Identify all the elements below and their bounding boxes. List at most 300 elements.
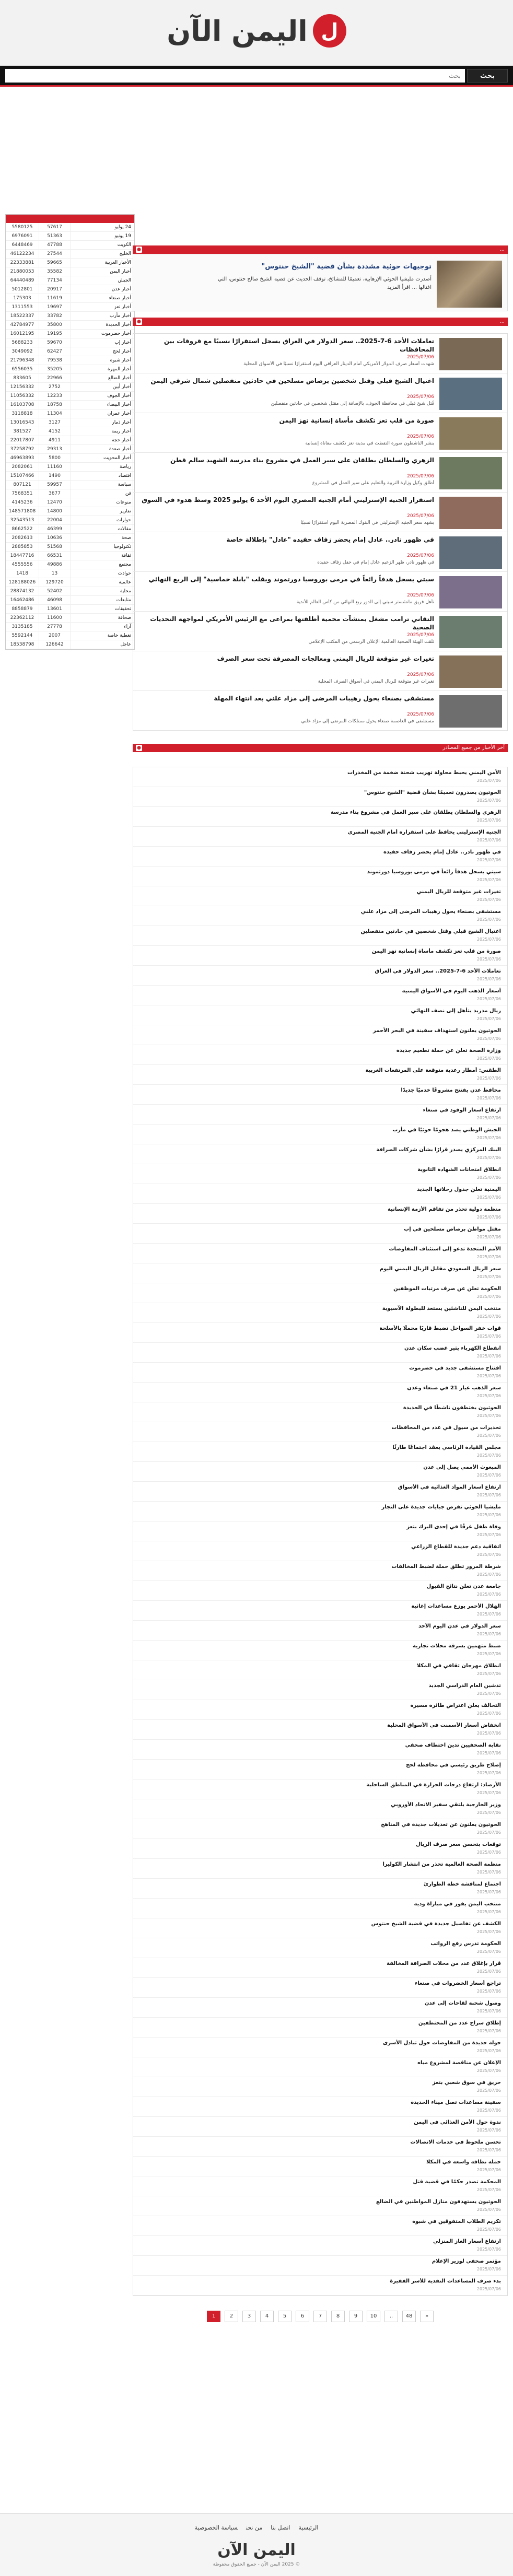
- latest-item[interactable]: [133, 1442, 507, 1462]
- rate-total: 2082613: [6, 534, 39, 542]
- rate-name: الخليج: [119, 251, 131, 256]
- latest-title[interactable]: الطقس: أمطار رعدية متوقعة على المرتفعات الغربية: [365, 1068, 501, 1073]
- rate-row: [6, 516, 134, 525]
- latest-title[interactable]: الحوثيون يختطفون ناشطًا في الحديدة: [403, 1405, 501, 1411]
- latest-item[interactable]: [133, 1045, 507, 1065]
- rate-value: 29313: [39, 445, 71, 453]
- latest-item[interactable]: [133, 1581, 507, 1601]
- latest-title[interactable]: الجيش الوطني يصد هجومًا حوثيًا في مأرب: [392, 1127, 501, 1133]
- news-date: 2025/07/06: [407, 672, 434, 677]
- latest-item[interactable]: [133, 1799, 507, 1819]
- latest-date: 2025/07/06: [476, 1989, 501, 1994]
- latest-item[interactable]: [133, 1303, 507, 1323]
- latest-item[interactable]: [133, 1819, 507, 1839]
- latest-date: 2025/07/06: [476, 1076, 501, 1081]
- news-date: 2025/07/06: [407, 712, 434, 717]
- latest-title[interactable]: اتفاقية دعم جديدة للقطاع الزراعي: [411, 1544, 501, 1550]
- news-item[interactable]: [133, 691, 507, 731]
- rate-total: 5012801: [6, 285, 39, 294]
- rate-value: 49886: [39, 560, 71, 569]
- news-title[interactable]: في ظهور نادر.. عادل إمام يحضر زفاف حفيده "عادل" بإطلالة خاصة: [226, 536, 434, 543]
- page-button[interactable]: 3: [242, 2311, 256, 2322]
- latest-title[interactable]: وفاة طفل غرقًا في إحدى البرك بتعز: [406, 1524, 501, 1530]
- latest-date: 2025/07/06: [476, 1929, 501, 1934]
- page-button[interactable]: 5: [278, 2311, 292, 2322]
- rate-name: أخبار لحج: [112, 349, 131, 354]
- rate-row: [6, 569, 134, 578]
- rate-name: تغطية خاصة: [107, 633, 131, 638]
- news-date: 2025/07/06: [407, 513, 434, 519]
- news-thumbnail[interactable]: [439, 417, 502, 450]
- latest-item[interactable]: [133, 1224, 507, 1244]
- news-desc: يشهد سعر الجنيه الإسترليني في البنوك المصرية اليوم استقرارًا نسبيًا: [300, 520, 434, 525]
- latest-date: 2025/07/06: [476, 1453, 501, 1458]
- latest-title[interactable]: قرار بإغلاق عدد من محلات الصرافة المخالفة: [387, 1961, 501, 1966]
- latest-title[interactable]: اغتيال الشيخ قبلي وقتل شخصين في حادثين منفصلين: [360, 929, 501, 934]
- page-button[interactable]: 10: [367, 2311, 380, 2322]
- latest-title[interactable]: انقطاع الكهرباء يثير غضب سكان عدن: [404, 1345, 501, 1351]
- latest-item[interactable]: [133, 2276, 507, 2296]
- latest-item[interactable]: [133, 966, 507, 986]
- latest-item[interactable]: [133, 867, 507, 886]
- latest-section-label: آخر الأخبار من جميع المصادر: [442, 745, 505, 751]
- latest-title[interactable]: المحكمة تصدر حكمًا في قضية قتل: [413, 2179, 501, 2185]
- latest-title[interactable]: الزهري والسلطان يطلقان على سير العمل في مشروع بناء مدرسة: [330, 810, 501, 815]
- latest-item[interactable]: [133, 946, 507, 966]
- latest-list: [133, 767, 508, 2296]
- latest-item[interactable]: [133, 1561, 507, 1581]
- latest-item[interactable]: [133, 2236, 507, 2256]
- latest-date: 2025/07/06: [476, 1612, 501, 1617]
- latest-item[interactable]: [133, 1998, 507, 2018]
- latest-item[interactable]: [133, 1641, 507, 1660]
- latest-item[interactable]: [133, 1184, 507, 1204]
- rate-total: 16103708: [6, 401, 39, 409]
- latest-item[interactable]: [133, 807, 507, 827]
- latest-date: 2025/07/06: [476, 1195, 501, 1200]
- latest-item[interactable]: [133, 1601, 507, 1621]
- page-button[interactable]: 4: [260, 2311, 274, 2322]
- footer-link[interactable]: من نحن: [246, 2524, 263, 2531]
- latest-title[interactable]: منظمة الصحة العالمية تحذر من انتشار الكوليرا: [382, 1861, 501, 1867]
- latest-title[interactable]: وزارة الصحة تعلن عن حملة تطعيم جديدة: [396, 1048, 501, 1053]
- latest-title[interactable]: حريق في سوق شعبي بتعز: [432, 2080, 501, 2086]
- latest-title[interactable]: ضبط متهمين بسرقة محلات تجارية: [412, 1643, 501, 1649]
- latest-item[interactable]: [133, 1779, 507, 1799]
- latest-title[interactable]: قوات خفر السواحل تضبط قاربًا محملًا بالأسلحة: [379, 1326, 501, 1331]
- latest-item[interactable]: [133, 1521, 507, 1541]
- latest-title[interactable]: الحوثيون يعلنون عن تعديلات جديدة في المناهج: [381, 1822, 501, 1828]
- latest-title[interactable]: انطلاق امتحانات الشهادة الثانوية: [417, 1167, 501, 1173]
- search-bar: [0, 66, 513, 87]
- latest-item[interactable]: [133, 1363, 507, 1383]
- news-desc: أطلق وكيل وزارة التربية والتعليم على سير العمل في المشروع: [312, 481, 434, 486]
- rate-value: 52402: [39, 587, 71, 595]
- latest-item[interactable]: [133, 1085, 507, 1105]
- rate-total: 3049092: [6, 347, 39, 356]
- latest-title[interactable]: اجتماع لمناقشة خطة الطوارئ: [423, 1881, 501, 1887]
- news-thumbnail[interactable]: [439, 457, 502, 489]
- latest-title[interactable]: مستشفى بصنعاء يحول رهيبات المرضى إلى مزاد علني: [360, 909, 501, 915]
- latest-title[interactable]: تحسن ملحوظ في خدمات الاتصالات: [410, 2139, 501, 2145]
- page-button[interactable]: ..: [384, 2311, 398, 2322]
- latest-item[interactable]: [133, 1144, 507, 1164]
- news-date: 2025/07/06: [407, 553, 434, 558]
- latest-title[interactable]: انطلاق مهرجان ثقافي في المكلا: [416, 1663, 501, 1669]
- latest-title[interactable]: تدشين العام الدراسي الجديد: [428, 1683, 501, 1689]
- latest-title[interactable]: ارتفاع أسعار الوقود في صنعاء: [423, 1107, 501, 1113]
- latest-title[interactable]: الأمن اليمني يحبط محاولة تهريب شحنة ضخمة من المخدرات: [347, 770, 501, 776]
- latest-item[interactable]: [133, 2176, 507, 2196]
- latest-title[interactable]: الأرصاد: ارتفاع درجات الحرارة في المناطق الساحلية: [366, 1782, 501, 1788]
- latest-date: 2025/07/06: [476, 818, 501, 823]
- latest-item[interactable]: [133, 1839, 507, 1859]
- rate-total: 22017807: [6, 436, 39, 444]
- news-title[interactable]: استقرار الجنيه الإسترليني أمام الجنيه المصري اليوم الأحد 6 يوليو 2025 وسط هدوء في السوق: [142, 496, 434, 504]
- latest-title[interactable]: سعر الريال السعودي مقابل الريال اليمني اليوم: [379, 1266, 501, 1272]
- latest-item[interactable]: [133, 2256, 507, 2276]
- latest-item[interactable]: [133, 1164, 507, 1184]
- latest-title[interactable]: تراجع أسعار الخضروات في صنعاء: [415, 1981, 501, 1986]
- latest-date: 2025/07/06: [476, 2187, 501, 2192]
- latest-item[interactable]: [133, 2117, 507, 2137]
- footer-link[interactable]: سياسة الخصوصية: [194, 2524, 238, 2531]
- latest-title[interactable]: منتخب اليمن يفوز في مباراة ودية: [414, 1901, 501, 1907]
- latest-item[interactable]: [133, 906, 507, 926]
- news-item[interactable]: [133, 532, 507, 572]
- news-title[interactable]: مستشفى بصنعاء يحول رهيبات المرضى إلى مزاد علني بعد انتهاء المهلة: [214, 695, 434, 702]
- search-button[interactable]: بحث: [467, 69, 508, 83]
- latest-date: 2025/07/06: [476, 2048, 501, 2053]
- news-title[interactable]: التقاني ترامب مشغل بمنشآت محمية أطلقتها بمراعى مع الرئيس الأمريكي لمواجهة التحديات الصحية: [150, 615, 434, 631]
- rate-row: [6, 276, 134, 285]
- latest-title[interactable]: سفينة مساعدات تصل ميناء الحديدة: [411, 2100, 501, 2105]
- latest-title[interactable]: في ظهور نادر.. عادل إمام يحضر زفاف حفيده: [383, 849, 501, 855]
- news-title[interactable]: الزهري والسلطان يطلقان على سير العمل في مشروع بناء مدرسة الشهيد سالم قطن: [170, 456, 434, 464]
- news-thumbnail[interactable]: [439, 536, 502, 569]
- latest-item[interactable]: [133, 2216, 507, 2236]
- latest-title[interactable]: نقابة الصحفيين تدين اختطاف صحفي: [405, 1742, 501, 1748]
- page-button[interactable]: »: [420, 2311, 434, 2322]
- featured-article[interactable]: [133, 254, 508, 311]
- news-thumbnail[interactable]: [439, 695, 502, 728]
- rate-total: 46963893: [6, 454, 39, 462]
- latest-date: 2025/07/06: [476, 1255, 501, 1259]
- latest-item[interactable]: [133, 1879, 507, 1899]
- news-item[interactable]: [133, 334, 507, 373]
- latest-title[interactable]: تغيرات غير متوقعة للريال اليمني: [416, 889, 501, 895]
- latest-item[interactable]: [133, 2077, 507, 2097]
- latest-title[interactable]: أسعار الذهب اليوم في الأسواق اليمنية: [402, 988, 501, 994]
- latest-title[interactable]: التحالف يعلن اعتراض طائرة مسيرة: [410, 1703, 501, 1708]
- site-header: [0, 0, 513, 66]
- latest-item[interactable]: [133, 986, 507, 1005]
- rate-name: أخبار البيضاء: [107, 402, 131, 407]
- latest-title[interactable]: مقتل مواطن برصاص مسلحين في إب: [404, 1226, 501, 1232]
- news-item[interactable]: [133, 373, 507, 413]
- news-thumbnail[interactable]: [439, 378, 502, 410]
- rate-name: فن: [125, 491, 131, 496]
- rate-value: 27778: [39, 623, 71, 631]
- latest-item[interactable]: [133, 1422, 507, 1442]
- rate-name: 19 يونيو: [114, 233, 131, 239]
- page-button[interactable]: 7: [313, 2311, 327, 2322]
- news-thumbnail[interactable]: [439, 338, 502, 370]
- news-item[interactable]: [133, 413, 507, 453]
- latest-title[interactable]: سعر الذهب عيار 21 في صنعاء وعدن: [407, 1385, 501, 1391]
- latest-date: 2025/07/06: [476, 1532, 501, 1537]
- latest-item[interactable]: [133, 1938, 507, 1958]
- rate-total: 13016543: [6, 418, 39, 427]
- news-item[interactable]: [133, 651, 507, 691]
- news-desc: ينشر الناشطون صورة التقطت في مدينة تعز تكشف معاناة إنسانية: [305, 441, 434, 446]
- latest-title[interactable]: إطلاق سراح عدد من المختطفين: [418, 2020, 501, 2026]
- news-section-bar: [133, 318, 508, 326]
- rate-name: الكويت: [117, 242, 131, 248]
- featured-thumbnail[interactable]: [437, 261, 502, 308]
- latest-item[interactable]: [133, 787, 507, 807]
- latest-title[interactable]: ندوة حول الأمن الغذائي في اليمن: [414, 2120, 501, 2125]
- news-title[interactable]: اغتيال الشيخ قبلي وقتل شخصين برصاص مسلحين في حادثين منفصلين شمال شرقي اليمن: [150, 377, 434, 384]
- latest-title[interactable]: وزير الخارجية يلتقي سفير الاتحاد الأوروبي: [391, 1802, 501, 1808]
- news-list: [133, 333, 508, 731]
- latest-item[interactable]: [133, 1541, 507, 1561]
- featured-section-label: ...: [499, 247, 505, 252]
- latest-item[interactable]: [133, 1899, 507, 1918]
- latest-date: 2025/07/06: [476, 858, 501, 862]
- rate-name: أخبار مأرب: [109, 313, 131, 319]
- latest-item[interactable]: [133, 2018, 507, 2038]
- latest-date: 2025/07/06: [476, 1790, 501, 1795]
- latest-date: 2025/07/06: [476, 1334, 501, 1339]
- latest-title[interactable]: وصول شحنة لقاحات إلى عدن: [424, 2000, 501, 2006]
- latest-date: 2025/07/06: [476, 1910, 501, 1914]
- rate-total: 2082061: [6, 463, 39, 471]
- rate-total: 5592144: [6, 631, 39, 640]
- rate-row: [6, 587, 134, 596]
- latest-title[interactable]: الإعلان عن مناقصة لمشروع مياه: [417, 2060, 501, 2066]
- latest-item[interactable]: [133, 767, 507, 787]
- latest-item[interactable]: [133, 1482, 507, 1502]
- latest-item[interactable]: [133, 1105, 507, 1125]
- rate-value: 59665: [39, 259, 71, 267]
- latest-date: 2025/07/06: [476, 1374, 501, 1378]
- latest-item[interactable]: [133, 1680, 507, 1700]
- rate-name: أخبار عمران: [107, 411, 131, 416]
- latest-title[interactable]: إصلاح طريق رئيسي في محافظة لحج: [406, 1762, 501, 1768]
- news-title[interactable]: تغيرات غير متوقعة للريال اليمني ومعالجات المصرفة تحت سعر الصرف: [217, 655, 434, 662]
- latest-title[interactable]: المبعوث الأممي يصل إلى عدن: [423, 1465, 501, 1470]
- rate-row: [6, 285, 134, 294]
- rate-value: 12233: [39, 392, 71, 400]
- latest-item[interactable]: [133, 1502, 507, 1521]
- latest-title[interactable]: الحوثيون يصدرون تعميمًا بشأن قضية "الشيخ حنتوس": [364, 790, 501, 795]
- latest-item[interactable]: [133, 1402, 507, 1422]
- latest-title[interactable]: جولة جديدة من المفاوضات حول تبادل الأسرى: [383, 2040, 501, 2046]
- rate-name: حوارات: [116, 518, 131, 523]
- site-logo[interactable]: [0, 9, 513, 52]
- footer-link[interactable]: الرئيسية: [298, 2524, 319, 2531]
- latest-item[interactable]: [133, 1462, 507, 1482]
- latest-date: 2025/07/06: [476, 1036, 501, 1041]
- page-button[interactable]: 48: [402, 2311, 416, 2322]
- rate-name: الجيش: [118, 278, 131, 283]
- latest-title[interactable]: تحذيرات من سيول في عدد من المحافظات: [391, 1425, 501, 1431]
- latest-title[interactable]: سعر الدولار في عدن اليوم الأحد: [418, 1623, 501, 1629]
- news-thumbnail[interactable]: [439, 497, 502, 529]
- latest-title[interactable]: محافظ عدن يفتتح مشروعًا خدميًا جديدًا: [401, 1087, 501, 1093]
- page-button[interactable]: 1: [207, 2311, 220, 2322]
- latest-item[interactable]: [133, 2137, 507, 2157]
- latest-title[interactable]: الحكومة تعلن عن صرف مرتبات الموظفين: [393, 1286, 501, 1292]
- latest-title[interactable]: الحوثيون يستهدفون منازل المواطنين في الضالع: [376, 2199, 501, 2205]
- latest-title[interactable]: توقعات بتحسن سعر صرف الريال: [416, 1842, 501, 1847]
- news-desc: قُتل شيخ قبلي في محافظة الجوف، بالإضافة إلى مقتل شخصين في حادثين منفصلين: [271, 401, 434, 406]
- rate-name: آراء: [124, 624, 131, 629]
- news-item[interactable]: [133, 572, 507, 612]
- rate-row: [6, 401, 134, 409]
- page-button[interactable]: 8: [331, 2311, 345, 2322]
- rate-value: 10636: [39, 534, 71, 542]
- latest-date: 2025/07/06: [476, 2207, 501, 2212]
- search-input[interactable]: [5, 69, 465, 83]
- news-item[interactable]: [133, 453, 507, 493]
- rate-total: 37258792: [6, 445, 39, 453]
- latest-item[interactable]: [133, 886, 507, 906]
- news-title[interactable]: سيتي يسجل هدفاً رائعاً في مرمى بوروسيا دورتموند ويقلب "بابلة خماسية" إلى الربع النهائي: [148, 576, 434, 583]
- rate-name: سياسة: [118, 482, 131, 487]
- latest-item[interactable]: [133, 1700, 507, 1720]
- latest-item[interactable]: [133, 1978, 507, 1998]
- latest-date: 2025/07/06: [476, 1771, 501, 1775]
- latest-item[interactable]: [133, 2038, 507, 2057]
- rate-row: [6, 250, 134, 259]
- latest-title[interactable]: الحوثيون يعلنون استهداف سفينة في البحر الأحمر: [373, 1028, 501, 1034]
- latest-date: 2025/07/06: [476, 798, 501, 803]
- latest-title[interactable]: الجنيه الإسترليني يحافظ على استقراره أمام الجنيه المصري: [347, 829, 501, 835]
- latest-date: 2025/07/06: [476, 1751, 501, 1755]
- news-date: 2025/07/06: [407, 633, 434, 638]
- latest-item[interactable]: [133, 1859, 507, 1879]
- latest-title[interactable]: صورة من قلب تعز تكشف مأساة إنسانية تهز اليمن: [371, 949, 501, 954]
- footer-link[interactable]: اتصل بنا: [271, 2524, 290, 2531]
- latest-title[interactable]: اليمنية تعلن جدول رحلاتها الجديد: [417, 1187, 501, 1192]
- news-item[interactable]: [133, 493, 507, 532]
- latest-title[interactable]: تعاملات الأحد 6-7-2025.. سعر الدولار في العراق: [375, 968, 501, 974]
- latest-item[interactable]: [133, 2097, 507, 2117]
- latest-date: 2025/07/06: [476, 1513, 501, 1517]
- latest-title[interactable]: سيتي يسجل هدفاً رائعاً في مرمى بوروسيا دورتموند: [367, 869, 501, 875]
- news-title[interactable]: صورة من قلب تعز تكشف مأساة إنسانية تهز اليمن: [279, 417, 434, 424]
- rate-name: أخبار ذمار: [112, 420, 131, 425]
- latest-title[interactable]: حملة نظافة واسعة في المكلا: [426, 2159, 501, 2165]
- latest-title[interactable]: بدء صرف المساعدات النقدية للأسر الفقيرة: [390, 2278, 501, 2284]
- latest-item[interactable]: [133, 1918, 507, 1938]
- latest-title[interactable]: جامعة عدن تعلن نتائج القبول: [426, 1584, 501, 1589]
- latest-item[interactable]: [133, 1005, 507, 1025]
- rate-name: تقارير: [120, 509, 131, 514]
- latest-item[interactable]: [133, 1958, 507, 1978]
- latest-title[interactable]: منظمة دولية تحذر من تفاقم الأزمة الإنسانية: [387, 1207, 501, 1212]
- latest-item[interactable]: [133, 1343, 507, 1363]
- latest-title[interactable]: مؤتمر صحفي لوزير الإعلام: [432, 2258, 501, 2264]
- latest-title[interactable]: شرطة المرور تطلق حملة لضبط المخالفات: [391, 1564, 501, 1570]
- news-thumbnail[interactable]: [439, 576, 502, 608]
- latest-date: 2025/07/06: [476, 1235, 501, 1239]
- rate-name: أخبار حضرموت: [101, 331, 131, 336]
- rate-name: أخبار إب: [114, 340, 131, 345]
- latest-item[interactable]: [133, 2057, 507, 2077]
- latest-item[interactable]: [133, 2157, 507, 2176]
- latest-item[interactable]: [133, 827, 507, 847]
- latest-date: 2025/07/06: [476, 1274, 501, 1279]
- latest-title[interactable]: ارتفاع أسعار الغاز المنزلي: [433, 2239, 501, 2244]
- rate-name: اقتصاد: [118, 473, 131, 478]
- latest-date: 2025/07/06: [476, 1969, 501, 1974]
- page-button[interactable]: 6: [296, 2311, 309, 2322]
- news-thumbnail[interactable]: [439, 655, 502, 688]
- latest-item[interactable]: [133, 1323, 507, 1343]
- latest-item[interactable]: [133, 1760, 507, 1779]
- latest-item[interactable]: [133, 1740, 507, 1760]
- latest-item[interactable]: [133, 1025, 507, 1045]
- latest-title[interactable]: تكريم الطلاب المتفوقين في شبوة: [412, 2219, 501, 2224]
- latest-item[interactable]: [133, 1283, 507, 1303]
- latest-title[interactable]: انخفاض أسعار الأسمنت في الأسواق المحلية: [387, 1723, 501, 1728]
- rate-value: 33782: [39, 312, 71, 320]
- rate-total: 5688233: [6, 338, 39, 347]
- latest-title[interactable]: ارتفاع أسعار المواد الغذائية في الأسواق: [398, 1484, 501, 1490]
- rate-total: 148571808: [6, 507, 39, 516]
- latest-item[interactable]: [133, 1125, 507, 1144]
- featured-title[interactable]: توجيهات حوثية مشددة بشأن قضية "الشيخ حنتوس": [261, 263, 432, 271]
- latest-date: 2025/07/06: [476, 1354, 501, 1359]
- latest-title[interactable]: مجلس القيادة الرئاسي يعقد اجتماعًا طارئًا: [392, 1445, 501, 1450]
- latest-title[interactable]: ريال مدريد يتأهل إلى نصف النهائي: [411, 1008, 501, 1014]
- latest-title[interactable]: الكشف عن تفاصيل جديدة في قضية الشيخ حنتوس: [371, 1921, 501, 1927]
- latest-title[interactable]: افتتاح مستشفى جديد في حضرموت: [409, 1365, 501, 1371]
- latest-date: 2025/07/06: [476, 2128, 501, 2133]
- latest-item[interactable]: [133, 1621, 507, 1641]
- latest-title[interactable]: الحكومة تدرس رفع الرواتب: [430, 1941, 501, 1947]
- latest-item[interactable]: [133, 847, 507, 867]
- rate-row: [6, 383, 134, 392]
- news-thumbnail[interactable]: [439, 616, 502, 648]
- rate-value: 12470: [39, 498, 71, 507]
- latest-title[interactable]: مليشيا الحوثي تفرض جبايات جديدة على التجار: [381, 1504, 501, 1510]
- latest-title[interactable]: البنك المركزي يصدر قرارًا بشأن شركات الصرافة: [376, 1147, 501, 1153]
- page-button[interactable]: 2: [225, 2311, 238, 2322]
- rate-total: 18538798: [6, 640, 39, 649]
- news-title[interactable]: تعاملات الأحد 6-7-2025.. سعر الدولار في العراق يسجل استقرارًا نسبيًا مع قروقات بين المحافظات: [164, 337, 434, 353]
- latest-item[interactable]: [133, 1244, 507, 1263]
- latest-item[interactable]: [133, 1383, 507, 1402]
- latest-item[interactable]: [133, 2196, 507, 2216]
- latest-item[interactable]: [133, 1263, 507, 1283]
- latest-item[interactable]: [133, 926, 507, 946]
- rate-row: [6, 267, 134, 276]
- latest-item[interactable]: [133, 1660, 507, 1680]
- latest-item[interactable]: [133, 1720, 507, 1740]
- latest-item[interactable]: [133, 1065, 507, 1085]
- footer-logo[interactable]: اليمن الآن: [217, 2541, 296, 2559]
- latest-item[interactable]: [133, 1204, 507, 1224]
- news-item[interactable]: [133, 612, 507, 651]
- latest-title[interactable]: الهلال الأحمر يوزع مساعدات إغاثية: [411, 1603, 501, 1609]
- latest-title[interactable]: منتخب اليمن للناشئين يستعد للبطولة الآسيوية: [382, 1306, 501, 1312]
- latest-title[interactable]: الأمم المتحدة تدعو إلى استئناف المفاوضات: [389, 1246, 501, 1252]
- page-button[interactable]: 9: [349, 2311, 363, 2322]
